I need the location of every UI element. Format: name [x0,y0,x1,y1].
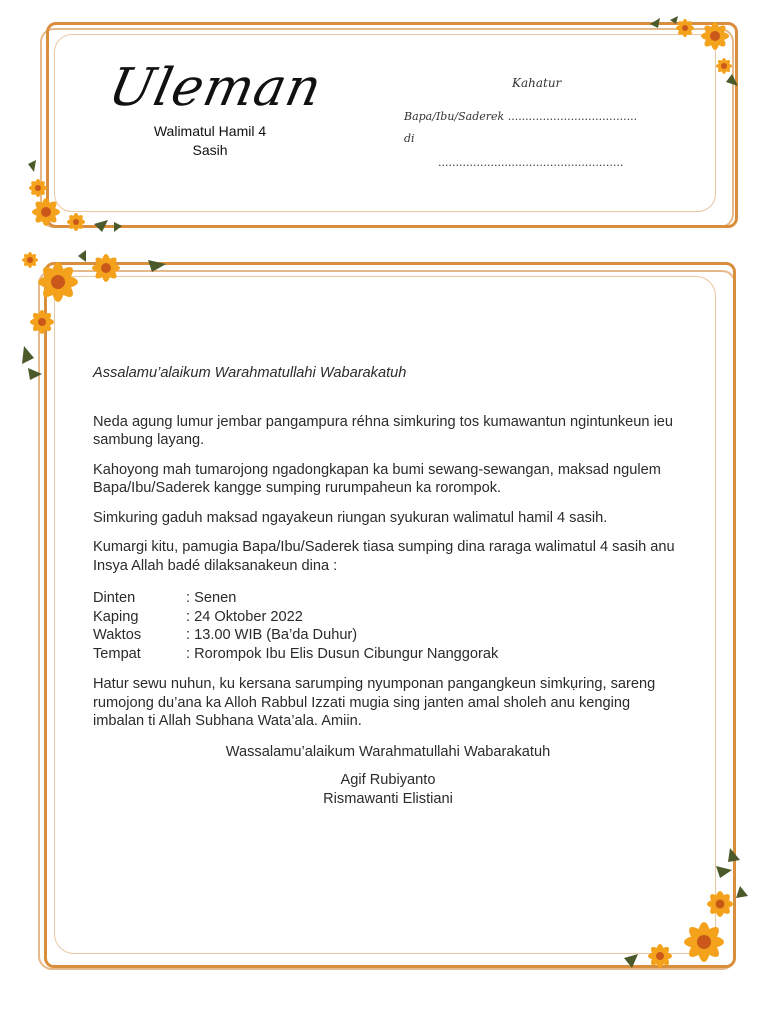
invitation-title: Uleman [103,58,328,118]
flower-corner-top-right-icon [640,14,740,94]
letter-body [93,364,683,808]
paragraph: Neda agung lumur jembar pangampura réhna simkuring tos kumawantun ngintunkeun ieu sambung layang. [93,413,674,448]
addressee-di-label: di [404,132,415,145]
flower-corner-top-left-icon [20,250,170,382]
flower-corner-top-left-card1-icon [24,160,124,236]
addressee-name-line: Bapa/Ibu/Saderek ..................................... [404,110,638,123]
flower-corner-bottom-right-icon [620,846,750,976]
signer-name: Agif Rubiyanto [340,772,436,788]
paragraph: Kumargi kitu, pamugia Bapa/Ibu/Saderek tiasa sumping dina raraga walimatul 4 sasih anu Insya Allah badé dilaksanakeun dina : [93,539,675,574]
thanks-paragraph: Hatur sewu nuhun, ku kersana sarumping nyumponan pangangkeun simkụring, sareng rumojong du’ana ka Alloh Rabbul Izzati mugia sing janten amal sholeh anu kenging imbalan ti Allah Subhana Wata’ala. Amiin. [93,676,656,729]
greeting: Assalamu’alaikum Warahmatullahi Wabarakatuh [93,365,407,381]
detail-row: Waktos : 13.00 WIB (Ba’da Duhur) [93,627,358,643]
addressee-place-line: ..................................................... [438,156,624,169]
addressee-heading: Kahatur [512,76,562,90]
signer-name: Rismawanti Elistiani [323,790,453,807]
invitation-subtitle: Walimatul Hamil 4 Sasih [153,123,267,158]
closing-greeting: Wassalamu’alaikum Warahmatullahi Wabarakatuh [225,743,551,760]
detail-row: Dinten : Senen [93,590,237,606]
event-details [93,589,683,663]
paragraph: Simkuring gaduh maksad ngayakeun riungan syukuran walimatul hamil 4 sasih. [93,509,608,526]
detail-row: Kaping : 24 Oktober 2022 [93,608,303,625]
paragraph: Kahoyong mah tumarojong ngadongkapan ka bumi sewang-sewangan, maksad ngulem Bapa/Ibu/Saderek kangge sumping rurumpaheun ka rorompok. [93,461,661,496]
detail-row: Tempat : Rorompok Ibu Elis Dusun Cibungur Nanggorak [93,645,499,662]
